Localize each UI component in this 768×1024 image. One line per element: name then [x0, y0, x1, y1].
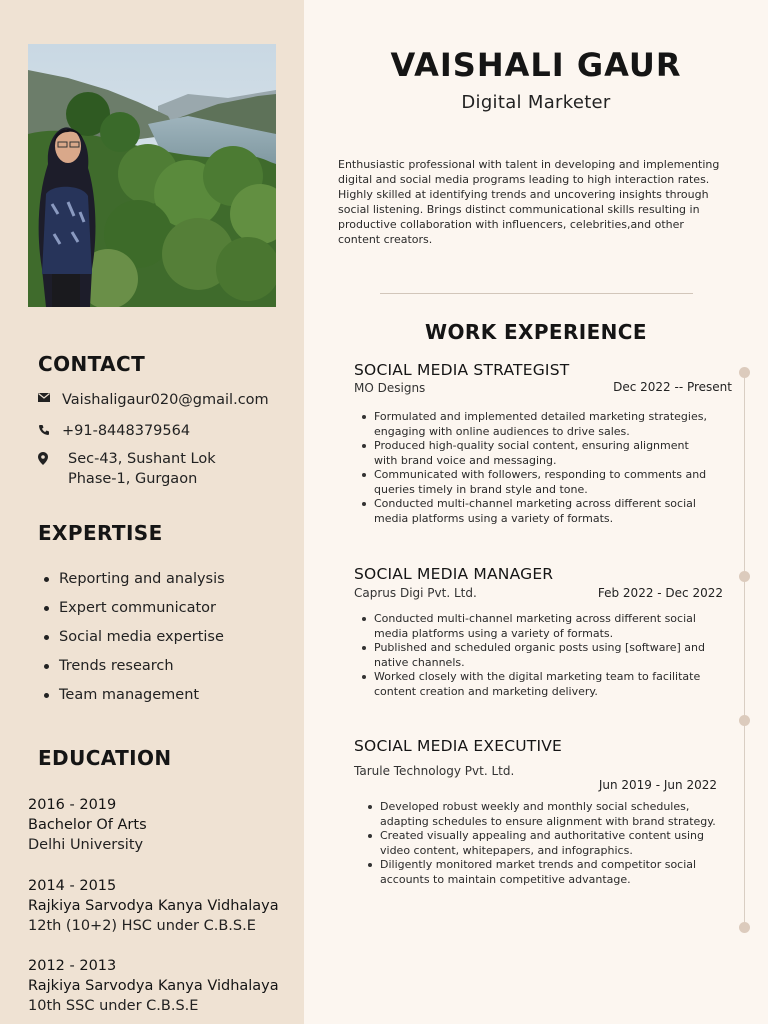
list-item: Published and scheduled organic posts using [software] and native channels. — [360, 641, 710, 670]
section-divider — [380, 293, 693, 294]
profile-photo — [28, 44, 276, 307]
list-item: Trends research — [44, 656, 225, 685]
job-title: SOCIAL MEDIA STRATEGIST — [354, 361, 570, 379]
candidate-role: Digital Marketer — [461, 92, 611, 113]
education-degree: Rajkiya Sarvodya Kanya Vidhalaya — [28, 898, 279, 914]
list-item: Expert communicator — [44, 598, 225, 627]
envelope-icon — [38, 390, 62, 402]
timeline-dot — [739, 571, 750, 582]
job-dates: Dec 2022 -- Present — [613, 380, 732, 394]
profile-summary: Enthusiastic professional with talent in developing and implementing digital and social media programs leading to high interaction rates. Highly skilled at identifying trends and uncovering insights through social listening. Brings distinct communicational skills resulting in productive collaboration with influencers, celebrities,and other content creators. — [338, 158, 720, 246]
sidebar — [0, 0, 304, 1024]
education-entry — [28, 795, 147, 855]
contact-email-row — [38, 390, 269, 410]
education-institution: 12th (10+2) HSC under C.B.S.E — [28, 918, 256, 934]
list-item: Team management — [44, 685, 225, 714]
education-years: 2014 - 2015 — [28, 878, 117, 894]
address-line-2: Phase-1, Gurgaon — [68, 471, 198, 487]
job-company: Caprus Digi Pvt. Ltd. — [354, 586, 477, 600]
contact-phone-row — [38, 421, 190, 441]
education-years: 2016 - 2019 — [28, 797, 117, 813]
list-item: Communicated with followers, responding to comments and queries timely in brand style and tone. — [360, 468, 710, 497]
contact-address — [68, 449, 216, 489]
job-title: SOCIAL MEDIA MANAGER — [354, 565, 554, 583]
candidate-name: VAISHALI GAUR — [390, 46, 682, 84]
list-item: Diligently monitored market trends and competitor social accounts to maintain competitive advantage. — [366, 858, 726, 887]
expertise-list — [44, 569, 225, 714]
timeline-dot — [739, 922, 750, 933]
work-experience-heading: WORK EXPERIENCE — [425, 320, 647, 344]
job-bullets — [360, 612, 710, 699]
phone-icon — [38, 421, 62, 436]
main-content — [304, 0, 768, 1024]
expertise-heading: EXPERTISE — [38, 521, 163, 545]
contact-address-row — [38, 449, 216, 489]
education-institution: Delhi University — [28, 837, 144, 853]
list-item: Formulated and implemented detailed marketing strategies, engaging with online audiences to drive sales. — [360, 410, 710, 439]
education-institution: 10th SSC under C.B.S.E — [28, 998, 199, 1014]
list-item: Reporting and analysis — [44, 569, 225, 598]
timeline-line — [744, 372, 745, 928]
education-entry — [28, 956, 279, 1016]
timeline-dot — [739, 367, 750, 378]
list-item: Social media expertise — [44, 627, 225, 656]
education-degree: Rajkiya Sarvodya Kanya Vidhalaya — [28, 978, 279, 994]
job-company: Tarule Technology Pvt. Ltd. — [354, 764, 515, 778]
timeline-dot — [739, 715, 750, 726]
job-bullets — [360, 410, 710, 526]
location-pin-icon — [38, 449, 68, 465]
list-item: Conducted multi-channel marketing across different social media platforms using a variety of formats. — [360, 497, 710, 526]
education-entry — [28, 876, 279, 936]
list-item: Created visually appealing and authoritative content using video content, whitepapers, and infographics. — [366, 829, 726, 858]
education-years: 2012 - 2013 — [28, 958, 117, 974]
job-dates: Feb 2022 - Dec 2022 — [597, 586, 723, 600]
contact-phone[interactable]: +91-8448379564 — [62, 423, 191, 439]
list-item: Worked closely with the digital marketing team to facilitate content creation and marketing delivery. — [360, 670, 710, 699]
job-title: SOCIAL MEDIA EXECUTIVE — [354, 737, 563, 755]
job-company: MO Designs — [354, 381, 426, 395]
education-heading: EDUCATION — [38, 746, 172, 770]
contact-heading: CONTACT — [38, 352, 146, 376]
list-item: Developed robust weekly and monthly social schedules, adapting schedules to ensure alignment with brand strategy. — [366, 800, 726, 829]
address-line-1: Sec-43, Sushant Lok — [68, 451, 216, 467]
education-degree: Bachelor Of Arts — [28, 817, 147, 833]
list-item: Conducted multi-channel marketing across different social media platforms using a variety of formats. — [360, 612, 710, 641]
job-bullets — [366, 800, 726, 887]
list-item: Produced high-quality social content, ensuring alignment with brand voice and messaging. — [360, 439, 710, 468]
job-dates: Jun 2019 - Jun 2022 — [598, 778, 717, 792]
contact-email[interactable]: Vaishaligaur020@gmail.com — [62, 392, 269, 408]
